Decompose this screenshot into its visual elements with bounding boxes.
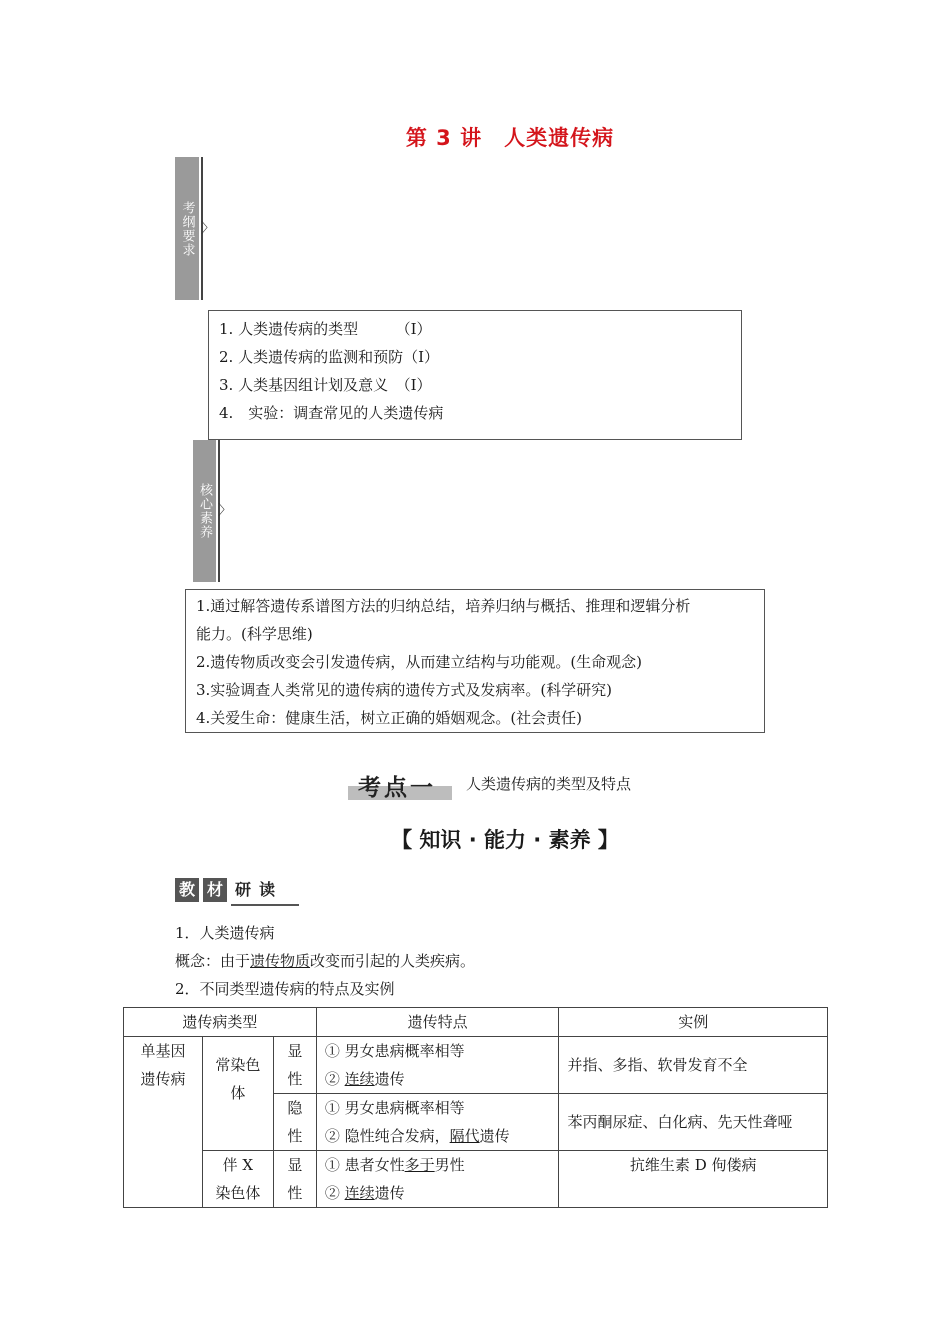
table-header-cell: 遗传特点 — [316, 1008, 559, 1037]
table-row — [124, 1151, 828, 1208]
dominant-cell: 显性 — [273, 1037, 316, 1094]
requirement-item: 1. 人类遗传病的类型 （Ⅰ） — [219, 320, 432, 338]
feature-line — [325, 1179, 559, 1207]
page-title: 第 3 讲 人类遗传病 — [405, 126, 615, 150]
literacy-item: 4.关爱生命：健康生活，树立正确的婚姻观念。(社会责任) — [196, 709, 583, 727]
feature-text: 男性 — [434, 1156, 465, 1174]
table-header-cell: 遗传病类型 — [124, 1008, 317, 1037]
chevron-right-icon: 〉 — [201, 221, 215, 237]
example-cell: 苯丙酮尿症、白化病、先天性聋哑 — [559, 1094, 828, 1151]
feature-cell — [316, 1037, 559, 1094]
literacy-item: 2.遗传物质改变会引发遗传病，从而建立结构与功能观。(生命观念) — [196, 653, 643, 671]
recessive-cell: 隐性 — [273, 1094, 316, 1151]
section-subheading: 【 知识 · 能力 · 素养 】 — [391, 828, 619, 852]
badge-underline — [231, 904, 299, 906]
textbook-reading-badge — [175, 878, 279, 908]
literacy-item: 3.实验调查人类常见的遗传病的遗传方式及发病率。(科学研究) — [196, 681, 613, 699]
literacy-box — [185, 589, 765, 733]
dominant-cell: 显性 — [273, 1151, 316, 1208]
feature-cell — [316, 1094, 559, 1151]
feature-line — [325, 1122, 559, 1150]
feature-line — [325, 1065, 559, 1093]
tab-exam-requirements: 考纲要求 — [175, 157, 199, 300]
feature-text: ② — [324, 1070, 345, 1088]
badge-char: 教 — [175, 878, 199, 902]
literacy-item: 1.通过解答遗传系谱图方法的归纳总结，培养归纳与概括、推理和逻辑分析 — [196, 597, 691, 615]
feature-key-term: 连续 — [344, 1070, 375, 1088]
xlinked-cell: 伴 X 染色体 — [202, 1151, 273, 1208]
chevron-right-icon: 〉 — [218, 503, 232, 519]
body-concept — [175, 950, 475, 971]
literacy-item: 能力。(科学思维) — [196, 625, 313, 643]
tab-core-literacy: 核心素养 — [193, 440, 216, 582]
feature-text: ① 患者女性 — [324, 1156, 405, 1174]
feature-cell — [316, 1151, 559, 1208]
concept-key-term: 遗传物质 — [250, 952, 311, 970]
disease-type-table — [123, 1007, 828, 1208]
feature-key-term: 连续 — [344, 1184, 375, 1202]
autosomal-cell: 常染色体 — [202, 1037, 273, 1151]
concept-suffix: 改变而引起的人类疾病。 — [310, 952, 476, 970]
feature-text: ② — [324, 1184, 345, 1202]
badge-char: 读 — [258, 880, 275, 899]
section-label-text: 考点一 — [358, 775, 436, 801]
feature-line: ① 男女患病概率相等 — [324, 1099, 465, 1117]
body-heading-1: 1．人类遗传病 — [175, 924, 275, 942]
feature-text: ② 隐性纯合发病， — [324, 1127, 450, 1145]
feature-key-term: 多于 — [404, 1156, 435, 1174]
feature-line — [325, 1151, 559, 1179]
requirements-box — [208, 310, 742, 440]
group-cell: 单基因遗传病 — [124, 1037, 203, 1208]
requirement-item: 3. 人类基因组计划及意义 （Ⅰ） — [219, 376, 432, 394]
example-cell: 抗维生素 D 佝偻病 — [559, 1151, 828, 1208]
feature-key-term: 隔代 — [449, 1127, 480, 1145]
section-label — [348, 768, 452, 801]
feature-text: 遗传 — [374, 1184, 405, 1202]
requirement-item: 4. 实验：调查常见的人类遗传病 — [219, 404, 444, 422]
concept-prefix: 概念：由于 — [175, 952, 251, 970]
table-row — [124, 1037, 828, 1094]
section-description: 人类遗传病的类型及特点 — [466, 775, 632, 793]
body-heading-2: 2．不同类型遗传病的特点及实例 — [175, 980, 395, 998]
feature-text: 遗传 — [479, 1127, 510, 1145]
badge-char: 材 — [203, 878, 227, 902]
example-cell: 并指、多指、软骨发育不全 — [559, 1037, 828, 1094]
table-header-row — [124, 1008, 828, 1037]
table-header-cell: 实例 — [559, 1008, 828, 1037]
feature-text: 遗传 — [374, 1070, 405, 1088]
badge-char: 研 — [234, 880, 251, 899]
requirement-item: 2. 人类遗传病的监测和预防（Ⅰ） — [219, 348, 440, 366]
feature-line: ① 男女患病概率相等 — [324, 1042, 465, 1060]
